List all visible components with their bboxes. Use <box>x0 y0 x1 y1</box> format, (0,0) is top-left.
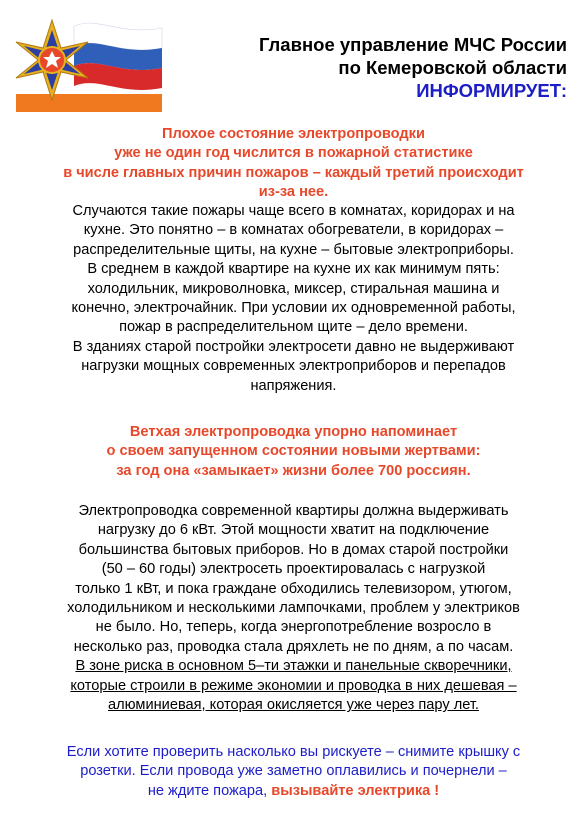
closing-last-line <box>0 782 587 801</box>
headline-1-line: в числе главных причин пожаров – каждый третий происходит <box>63 164 524 181</box>
paragraph-2-underlined-line: которые строили в режиме экономии и проводка в них дешевая – <box>70 677 517 694</box>
header-line-1: Главное управление МЧС России <box>258 34 567 55</box>
closing-last-line-start: не ждите пожара, <box>147 782 272 799</box>
header-informs: ИНФОРМИРУЕТ: <box>416 80 567 101</box>
paragraph-1-line: В среднем в каждой квартире на кухне их как минимум пять: <box>87 261 500 278</box>
paragraph-2-line: не было. Но, теперь, когда энергопотребление возросло в <box>95 619 492 636</box>
paragraph-2-underlined-line: В зоне риска в основном 5–ти этажки и панельные скворечники, <box>75 658 512 675</box>
paragraph-1-line: холодильник, микроволновка, миксер, стиральная машина и <box>87 280 500 297</box>
closing-line: Если хотите проверить насколько вы рискуете – снимите крышку с <box>66 744 521 760</box>
header <box>259 33 567 102</box>
paragraph-2-line: большинства бытовых приборов. Но в домах старой постройки <box>78 541 509 558</box>
headline-2 <box>0 423 587 481</box>
paragraph-2-underlined-line: алюминиевая, которая окисляется уже через пару лет. <box>108 697 479 714</box>
paragraph-2-line: несколько раз, проводка стала дряхлеть не по дням, а по часам. <box>73 638 514 655</box>
paragraph-2-line: нагрузку до 6 кВт. Этой мощности хватит на подключение <box>97 522 490 539</box>
paragraph-2-line: только 1 кВт, и пока граждане обходились телевизором, утюгом, <box>75 580 512 597</box>
paragraph-2-line: холодильником и несколькими лампочками, проблем у электриков <box>67 600 520 617</box>
paragraph-1-line: кухне. Это понятно – в комнатах обогреватели, в коридорах – <box>83 222 504 239</box>
header-line-2: по Кемеровской области <box>338 57 567 78</box>
paragraph-2-line: (50 – 60 годы) электросеть проектировалась с нагрузкой <box>101 561 486 578</box>
headline-1 <box>0 125 587 203</box>
headline-2-line: за год она «замыкает» жизни более 700 россиян. <box>116 462 471 479</box>
paragraph-2 <box>0 502 587 715</box>
closing-paragraph <box>0 743 587 801</box>
headline-2-line: о своем запущенном состоянии новыми жертвами: <box>106 443 481 460</box>
paragraph-1-line: В зданиях старой постройки электросети давно не выдерживают <box>72 338 515 355</box>
paragraph-1-line: напряжения. <box>250 377 337 394</box>
paragraph-2-line: Электропроводка современной квартиры должна выдерживать <box>78 503 509 519</box>
paragraph-1-line: распределительные щиты, на кухне – бытовые электроприборы. <box>73 241 514 258</box>
mchs-emblem-with-flag-logo <box>14 14 164 114</box>
headline-1-line: Плохое состояние электропроводки <box>162 126 425 142</box>
paragraph-1-line: конечно, электрочайник. При условии их одновременной работы, <box>71 300 516 317</box>
call-electrician-emphasis: вызывайте электрика ! <box>271 782 440 799</box>
paragraph-1-line: Случаются такие пожары чаще всего в комнатах, коридорах и на <box>72 203 515 219</box>
headline-1-line: из-за нее. <box>258 184 329 201</box>
paragraph-1-line: нагрузки мощных современных электроприборов и перепадов <box>81 358 506 375</box>
headline-1-line: уже не один год числится в пожарной статистике <box>114 145 473 162</box>
headline-2-line: Ветхая электропроводка упорно напоминает <box>129 424 458 440</box>
closing-line: розетки. Если провода уже заметно оплавились и почернели – <box>80 763 507 780</box>
paragraph-1 <box>0 202 587 396</box>
paragraph-1-line: пожар в распределительном щите – дело времени. <box>119 319 468 336</box>
orange-bar <box>16 94 162 112</box>
